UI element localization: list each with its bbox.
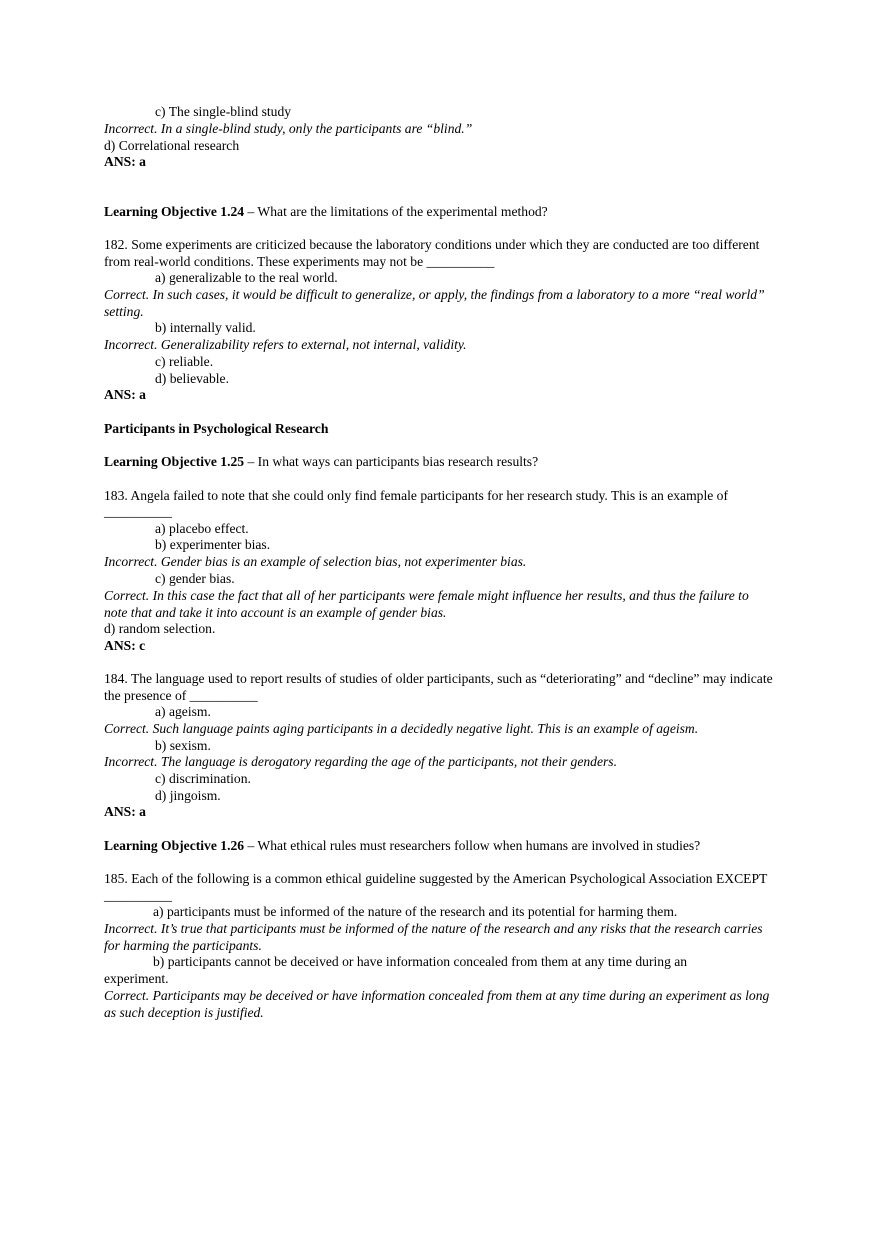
q182-answer: ANS: a (104, 387, 146, 402)
q185-option-a: a) participants must be informed of the nature of the research and its potential for harming them. (153, 904, 678, 919)
q183-feedback-c: Correct. In this case the fact that all of her participants were female might influence her results, and thus the failure to note that and take it into account is an example of gender bias. (104, 588, 749, 620)
q185-option-b-line1: b) participants cannot be deceived or have information concealed from them at any time during an (153, 954, 688, 969)
q184-option-d: d) jingoism. (155, 788, 221, 803)
q183-feedback-b: Incorrect. Gender bias is an example of selection bias, not experimenter bias. (104, 554, 527, 569)
learning-objective-text: – What ethical rules must researchers follow when humans are involved in studies? (244, 838, 701, 853)
q183-option-a: a) placebo effect. (155, 521, 249, 536)
q185-option-b-line2: experiment. (104, 971, 169, 986)
q184-feedback-b: Incorrect. The language is derogatory regarding the age of the participants, not their genders. (104, 754, 617, 769)
learning-objective-text: – In what ways can participants bias research results? (244, 454, 539, 469)
q184-option-a: a) ageism. (155, 704, 211, 719)
q184-option-b: b) sexism. (155, 738, 211, 753)
q183-stem: 183. Angela failed to note that she could only find female participants for her research study. This is an example of (104, 488, 728, 503)
learning-objective-1-26 (104, 838, 700, 855)
q181-answer: ANS: a (104, 154, 146, 169)
q184-stem: 184. The language used to report results of studies of older participants, such as “deteriorating” and “decline” may indicate the presence of __________ (104, 671, 773, 703)
q181-option-c: c) The single-blind study (155, 104, 292, 119)
section-heading: Participants in Psychological Research (104, 421, 329, 436)
learning-objective-1-25 (104, 454, 538, 471)
q182-option-a: a) generalizable to the real world. (155, 270, 338, 285)
q181-feedback-c: Incorrect. In a single-blind study, only the participants are “blind.” (104, 121, 473, 136)
q181-option-d: d) Correlational research (104, 138, 240, 153)
q183-blank: __________ (104, 504, 172, 519)
q185-stem: 185. Each of the following is a common ethical guideline suggested by the American Psychological Association EXCEPT __________ (104, 871, 768, 903)
q183-answer: ANS: c (104, 638, 146, 653)
learning-objective-label: Learning Objective 1.26 (104, 838, 245, 853)
learning-objective-label: Learning Objective 1.24 (104, 204, 245, 219)
q182-option-c: c) reliable. (155, 354, 214, 369)
q184-answer: ANS: a (104, 804, 146, 819)
learning-objective-label: Learning Objective 1.25 (104, 454, 245, 469)
q182-option-b: b) internally valid. (155, 320, 256, 335)
q182-option-d: d) believable. (155, 371, 229, 386)
learning-objective-1-24 (104, 204, 548, 221)
q182-feedback-a: Correct. In such cases, it would be difficult to generalize, or apply, the findings from a laboratory to a more “real world” setting. (104, 287, 765, 319)
q185-feedback-a: Incorrect. It’s true that participants must be informed of the nature of the research and any risks that the research carries for harming the participants. (104, 921, 763, 953)
learning-objective-text: – What are the limitations of the experimental method? (244, 204, 548, 219)
q183-option-d: d) random selection. (104, 621, 216, 636)
q185-feedback-b: Correct. Participants may be deceived or have information concealed from them at any time during an experiment as long as such deception is justified. (104, 988, 770, 1020)
q182-stem: 182. Some experiments are criticized because the laboratory conditions under which they are conducted are too different from real-world conditions. These experiments may not be __________ (104, 237, 760, 269)
q184-option-c: c) discrimination. (155, 771, 251, 786)
q183-option-c: c) gender bias. (155, 571, 235, 586)
q182-feedback-b: Incorrect. Generalizability refers to external, not internal, validity. (104, 337, 467, 352)
q183-option-b: b) experimenter bias. (155, 537, 271, 552)
q184-feedback-a: Correct. Such language paints aging participants in a decidedly negative light. This is an example of ageism. (104, 721, 699, 736)
